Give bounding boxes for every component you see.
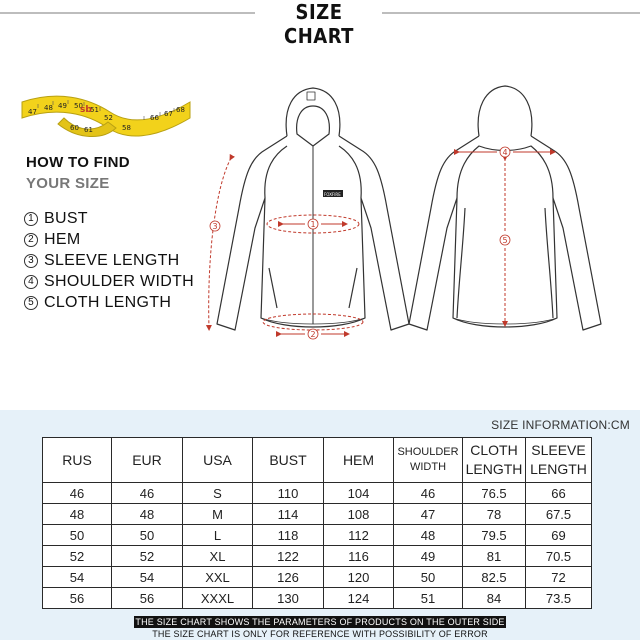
header-line: LENGTH	[465, 461, 523, 477]
header-line: LENGTH	[530, 461, 587, 477]
column-header: BUST	[253, 438, 324, 483]
tape-mark: 47	[28, 108, 37, 116]
table-cell: 54	[112, 567, 183, 588]
table-cell: 66	[526, 483, 592, 504]
table-cell: 56	[43, 588, 112, 609]
table-cell: 50	[394, 567, 463, 588]
diagram-marker: 1	[310, 220, 316, 229]
unit-note: SIZE INFORMATION:CM	[491, 418, 630, 432]
measurement-legend	[24, 208, 194, 313]
table-cell: 47	[394, 504, 463, 525]
tape-mark: 68	[176, 106, 185, 114]
table-cell: 46	[43, 483, 112, 504]
table-cell: M	[183, 504, 253, 525]
note-reference: THE SIZE CHART IS ONLY FOR REFERENCE WITH POSSIBILITY OF ERROR	[152, 629, 488, 639]
table-cell: 70.5	[526, 546, 592, 567]
table-cell: 108	[324, 504, 394, 525]
size-table	[42, 437, 592, 609]
table-cell: 69	[526, 525, 592, 546]
title-rule-left	[0, 12, 255, 14]
table-cell: 48	[43, 504, 112, 525]
table-cell: 114	[253, 504, 324, 525]
number-circle-icon: 2	[24, 233, 38, 247]
table-cell: 56	[112, 588, 183, 609]
table-cell: 76.5	[463, 483, 526, 504]
tape-mark: 52	[104, 114, 113, 122]
legend-item	[24, 250, 194, 271]
table-cell: L	[183, 525, 253, 546]
header-line: WIDTH	[409, 461, 447, 473]
legend-label: HEM	[44, 230, 81, 248]
table-cell: 52	[43, 546, 112, 567]
jacket-logo: FOXFIRE	[324, 192, 341, 197]
tape-mark: 61	[84, 126, 93, 134]
table-row	[43, 588, 592, 609]
column-header: HEM	[324, 438, 394, 483]
table-cell: 46	[394, 483, 463, 504]
tape-mark: 49	[58, 102, 67, 110]
table-cell: 112	[324, 525, 394, 546]
measuring-tape-icon	[18, 84, 193, 142]
header-line: SLEEVE	[531, 442, 586, 458]
table-row	[43, 504, 592, 525]
table-cell: 50	[43, 525, 112, 546]
table-cell: 50	[112, 525, 183, 546]
tape-mark: 67	[164, 110, 173, 118]
column-header	[463, 438, 526, 483]
note-outer-side: THE SIZE CHART SHOWS THE PARAMETERS OF PRODUCTS ON THE OUTER SIDE	[135, 617, 505, 627]
table-row	[43, 483, 592, 504]
column-header	[526, 438, 592, 483]
table-cell: 110	[253, 483, 324, 504]
title-rule-right	[382, 12, 640, 14]
table-cell: 84	[463, 588, 526, 609]
diagram-marker: 4	[502, 148, 508, 157]
table-cell: 48	[394, 525, 463, 546]
number-circle-icon: 3	[24, 254, 38, 268]
diagram-marker: 3	[212, 222, 218, 231]
table-row	[43, 567, 592, 588]
table-cell: 72	[526, 567, 592, 588]
table-cell: 49	[394, 546, 463, 567]
table-cell: XXL	[183, 567, 253, 588]
number-circle-icon: 5	[24, 296, 38, 310]
tape-mark: 66	[150, 114, 159, 122]
table-cell: 48	[112, 504, 183, 525]
tape-mark: 48	[44, 104, 53, 112]
tape-mark: 60	[70, 124, 79, 132]
svg-text:sb: sb	[80, 105, 92, 115]
table-cell: 122	[253, 546, 324, 567]
table-header-row	[43, 438, 592, 483]
column-header	[394, 438, 463, 483]
number-circle-icon: 1	[24, 212, 38, 226]
legend-item	[24, 292, 194, 313]
legend-item	[24, 208, 194, 229]
table-cell: 51	[394, 588, 463, 609]
jacket-front-icon	[217, 88, 409, 330]
table-row	[43, 546, 592, 567]
tape-mark: 51	[90, 106, 99, 114]
page-title: SIZE CHART	[284, 0, 354, 48]
table-cell: 78	[463, 504, 526, 525]
header-line: CLOTH	[470, 442, 518, 458]
legend-label: SLEEVE LENGTH	[44, 251, 180, 269]
legend-item	[24, 271, 194, 292]
table-cell: 130	[253, 588, 324, 609]
legend-label: CLOTH LENGTH	[44, 293, 172, 311]
column-header: USA	[183, 438, 253, 483]
diagram-marker: 5	[502, 236, 508, 245]
table-cell: 116	[324, 546, 394, 567]
guide-heading: HOW TO FIND	[26, 154, 130, 171]
table-cell: 73.5	[526, 588, 592, 609]
header-line: SHOULDER	[397, 446, 459, 458]
column-header: RUS	[43, 438, 112, 483]
table-cell: 79.5	[463, 525, 526, 546]
table-cell: 120	[324, 567, 394, 588]
tape-mark: 58	[122, 124, 131, 132]
table-cell: 81	[463, 546, 526, 567]
table-cell: 46	[112, 483, 183, 504]
legend-label: BUST	[44, 209, 88, 227]
table-cell: XXXL	[183, 588, 253, 609]
number-circle-icon: 4	[24, 275, 38, 289]
table-cell: 104	[324, 483, 394, 504]
jacket-diagram	[195, 78, 615, 350]
column-header: EUR	[112, 438, 183, 483]
guide-subheading: YOUR SIZE	[26, 175, 110, 192]
diagram-marker: 2	[310, 330, 316, 339]
table-cell: 67.5	[526, 504, 592, 525]
table-cell: 126	[253, 567, 324, 588]
table-cell: 52	[112, 546, 183, 567]
table-cell: 118	[253, 525, 324, 546]
table-row	[43, 525, 592, 546]
legend-item	[24, 229, 194, 250]
table-cell: S	[183, 483, 253, 504]
table-cell: 54	[43, 567, 112, 588]
size-table-panel	[0, 410, 640, 640]
table-cell: 82.5	[463, 567, 526, 588]
table-cell: XL	[183, 546, 253, 567]
tape-mark: 50	[74, 102, 83, 110]
legend-label: SHOULDER WIDTH	[44, 272, 194, 290]
title-bar	[0, 0, 640, 48]
table-cell: 124	[324, 588, 394, 609]
